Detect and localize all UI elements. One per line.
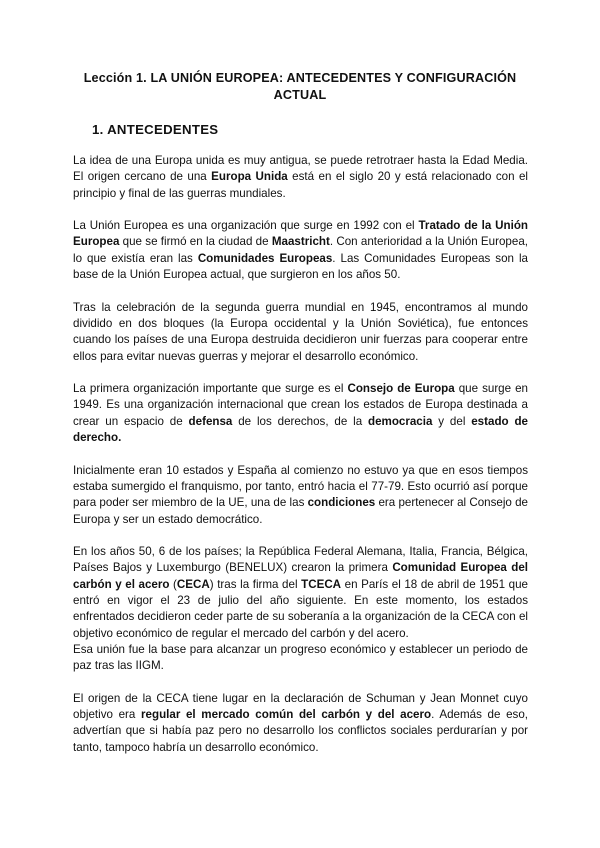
text-run: Inicialmente eran 10 estados y España al comienzo no estuvo ya que en esos tiempos estaba sumergido el franquismo, por tanto, entró hacia el 77-79. Esto ocurrió así porque para poder ser miembro de la UE, una de las (73, 463, 528, 510)
text-run: . Con anterioridad a la Unión Europea, lo que existía eran las (73, 235, 528, 265)
bold-text: Maastricht (271, 235, 330, 249)
paragraph (73, 153, 528, 202)
paragraph (73, 691, 528, 756)
bold-text: Europa Unida (211, 170, 288, 184)
text-run: El origen de la CECA tiene lugar en la declaración de Schuman y Jean Monnet cuyo objetivo era (73, 691, 528, 722)
text-run: que se firmó en la ciudad de (119, 235, 272, 249)
text-run: y del (432, 414, 472, 428)
document-title: Lección 1. LA UNIÓN EUROPEA: ANTECEDENTES Y CONFIGURACIÓN ACTUAL (83, 71, 517, 102)
paragraph (73, 218, 528, 283)
text-run: Esa unión fue la base para alcanzar un progreso económico y establecer un periodo de paz tras las IIGM. (73, 642, 528, 673)
document-body (73, 153, 528, 772)
text-run: ( (169, 577, 177, 591)
text-run: que surge en 1949. Es una organización internacional que crean los estados de Europa destinada a crear un espacio de (73, 382, 528, 428)
paragraph (73, 381, 528, 446)
text-run: ) tras la firma del (209, 577, 302, 591)
text-run: La Unión Europea es una organización que surge en 1992 con el (73, 219, 419, 233)
text-run: . Además de eso, advertían que si había paz pero no desarrollo los conflictos sociales perdurarían y por tanto, tampoco habría un desarrollo económico. (73, 708, 528, 754)
text-run: de los derechos, de la (232, 414, 368, 428)
bold-text: Comunidades Europeas (197, 251, 333, 265)
bold-text: condiciones (307, 496, 376, 510)
bold-text: democracia (367, 414, 433, 428)
paragraph (73, 463, 528, 528)
bold-text: Comunidad Europea del carbón y el acero (73, 561, 528, 591)
text-run: La primera organización importante que surge es el (73, 382, 348, 396)
text-run: Tras la celebración de la segunda guerra mundial en 1945, encontramos al mundo dividido en dos bloques (la Europa occidental y la Unión Soviética), fue entonces cuando los países de una Europa destruida decidieron unir fuerzas para cooperar entre ellos para evitar nuevas guerras y mejorar el desarrollo económico. (73, 300, 528, 363)
text-run: La idea de una Europa unida es muy antigua, se puede retrotraer hasta la Edad Media. El origen cercano de una (73, 154, 528, 184)
text-run: era pertenecer al Consejo de Europa y ser un estado democrático. (73, 496, 529, 526)
text-run: . Las Comunidades Europeas son la base de la Unión Europea actual, que surgieron en los años 50. (73, 251, 529, 282)
bold-text: Tratado de la Unión Europea (73, 219, 528, 249)
text-run: en París el 18 de abril de 1951 que entró en vigor el 23 de julio del año siguiente. En este momento, los estados enfrentados decidieron ceder parte de su soberanía a la organización de la CECA con el objetivo económico de regular el mercado del carbón y del acero. (73, 577, 528, 640)
bold-text: CECA (176, 577, 210, 591)
paragraph (73, 642, 528, 675)
paragraph (73, 300, 528, 365)
bold-text: TCECA (301, 577, 342, 591)
section-heading: 1. ANTECEDENTES (92, 122, 219, 137)
bold-text: estado de derecho. (73, 414, 528, 445)
text-run: está en el siglo 20 y está relacionado con el principio y final de las guerras mundiales. (73, 170, 528, 200)
bold-text: Consejo de Europa (347, 382, 455, 396)
bold-text: regular el mercado común del carbón y del acero (141, 708, 432, 722)
paragraph (73, 544, 528, 642)
text-run: En los años 50, 6 de los países; la República Federal Alemana, Italia, Francia, Bélgica, Países Bajos y Luxemburgo (BENELUX) crearon la primera (73, 545, 528, 575)
bold-text: defensa (188, 414, 233, 428)
